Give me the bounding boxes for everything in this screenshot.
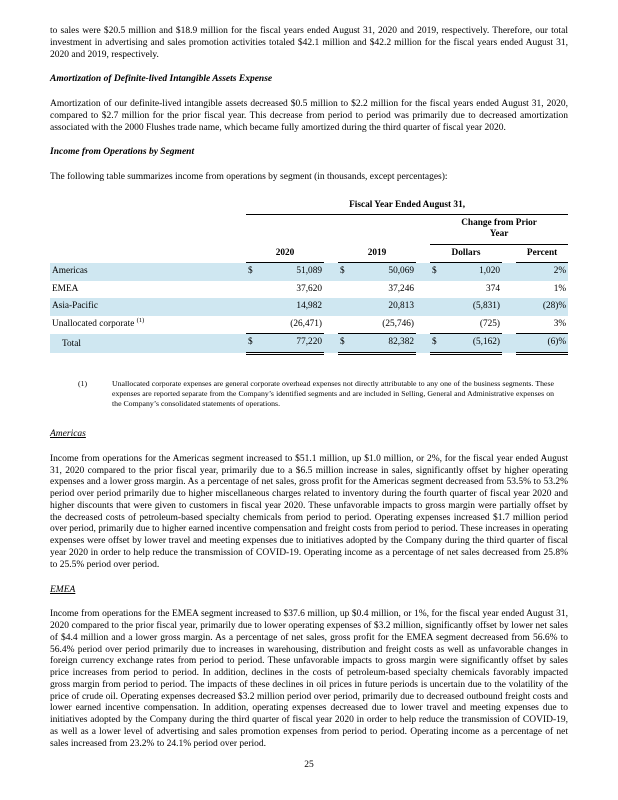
value-2020: 77,220 [260, 334, 324, 354]
emea-paragraph: Income from operations for the EMEA segment increased to $37.6 million, up $0.4 million, or 1%, for the fiscal year ended August 31, 2020 compared to the prior fiscal year, primarily due to lower operating expenses of $3.2 million, significantly offset by lower net sales of $4.4 million and a lower gross margin. As a percentage of net sales, gross profit for the EMEA segment decreased from 56.6% to 56.4% period over period primarily due to increases in warehousing, distribution and freight costs as well as unfavorable changes in foreign currency exchange rates from period to period. These unfavorable impacts to gross margin were significantly offset by sales price increases from period to period. In addition, declines in the costs of petroleum-based specialty chemicals favorably impacted gross margin from period to period. The impacts of these declines in oil prices in future periods is uncertain due to the volatility of the price of crude oil. Operating expenses decreased $3.2 million period over period, primarily due to decreased outbound freight costs and lower earned incentive compensation. In addition, operating expenses decreased due to lower travel and meeting expenses due to initiatives adopted by the Company during the third quarter of fiscal year 2020 in order to help reduce the transmission of COVID-19, as well as a lower level of advertising and sales promotion expenses from period to period. Operating income as a percentage of net sales increased from 23.2% to 24.1% period over period. [50, 609, 568, 749]
currency-symbol: $ [340, 266, 345, 277]
column-spacer [324, 244, 338, 263]
column-header-percent: Percent [516, 244, 568, 263]
currency-symbol [338, 298, 352, 316]
footnote-text: Unallocated corporate expenses are general corporate overhead expenses not directly attributable to any one of the business segments. These expenses are reported separate from the Company’s identified segments and are included in Selling, General and Administrative expenses on the Company’s consolidated statements of operations. [112, 378, 554, 408]
column-spacer [324, 281, 338, 299]
column-spacer [502, 316, 516, 334]
table-row-asia-pacific [50, 298, 568, 316]
value-2020: 14,982 [296, 301, 322, 312]
value-percent: (6)% [516, 334, 568, 354]
value-2019: 50,069 [388, 266, 414, 277]
column-spacer [50, 197, 246, 215]
column-spacer [324, 298, 338, 316]
column-header-dollars: Dollars [430, 244, 502, 263]
value-percent: 2% [553, 266, 567, 277]
segment-income-table [50, 197, 568, 355]
footnote-marker: (1) [78, 378, 88, 388]
row-label-footnote-ref: (1) [136, 317, 145, 325]
value-percent: (28)% [542, 301, 567, 312]
column-spacer [502, 334, 516, 354]
column-spacer [502, 298, 516, 316]
column-spacer [416, 298, 430, 316]
change-header-row [50, 215, 568, 244]
americas-subsection-heading: Americas [50, 429, 86, 440]
value-dollars: 1,020 [479, 266, 500, 277]
value-2020: (26,471) [290, 318, 322, 329]
currency-symbol [246, 316, 260, 334]
segment-intro-text: The following table summarizes income from operations by segment (in thousands, except percentages): [50, 172, 448, 183]
column-header-2020: 2020 [246, 244, 324, 263]
column-spacer [324, 316, 338, 334]
row-label-text: Total [62, 338, 81, 349]
value-2019: 37,246 [388, 283, 414, 294]
value-dollars: (725) [479, 318, 500, 329]
table-row-americas [50, 263, 568, 281]
column-spacer [324, 334, 338, 354]
column-spacer [502, 244, 516, 263]
column-header-row [50, 244, 568, 263]
row-label [50, 316, 246, 334]
currency-symbol [338, 316, 352, 334]
currency-symbol [430, 281, 444, 299]
column-header-2019: 2019 [338, 244, 416, 263]
currency-symbol [338, 281, 352, 299]
segment-section-heading: Income from Operations by Segment [50, 147, 195, 158]
value-percent: 1% [553, 283, 567, 294]
table-row-unallocated-corporate [50, 316, 568, 334]
intro-continuation-paragraph: to sales were $20.5 million and $18.9 million for the fiscal years ended August 31, 2020 and 2019, respectively. Therefore, our total investment in advertising and sales promotion activities totaled $42.1 million and $42.2 million for the fiscal years ended August 31, 2020 and 2019, respectively. [50, 26, 568, 60]
column-spacer [324, 263, 338, 281]
column-spacer [50, 215, 430, 244]
row-label [50, 334, 246, 354]
column-spacer [416, 244, 430, 263]
value-dollars: (5,162) [444, 334, 502, 354]
column-spacer [50, 244, 246, 263]
row-label-text: Unallocated corporate [52, 319, 137, 330]
americas-paragraph: Income from operations for the Americas segment increased to $51.1 million, up $1.0 million, or 2%, for the fiscal year ended August 31, 2020 compared to the prior fiscal year, primarily due to a $6.5 million increase in sales, significantly offset by higher operating expenses and a lower gross margin. As a percentage of net sales, gross profit for the Americas segment decreased from 53.5% to 53.2% period over period primarily due to higher miscellaneous charges related to inventory during the fourth quarter of fiscal year 2020 and higher discounts that were given to customers in fiscal year 2020. These unfavorable impacts to gross margin were partially offset by the decreased costs of petroleum-based specialty chemicals from period to period. Operating expenses increased $1.7 million period over period, primarily due to higher earned incentive compensation and freight costs from period to period. These increases in operating expenses were offset by lower travel and meeting expenses due to initiatives adopted by the Company during the third quarter of fiscal year 2020 in order to help reduce the transmission of COVID-19. Operating income as a percentage of net sales decreased from 25.8% to 25.5% period over period. [50, 453, 568, 570]
table-row-total [50, 334, 568, 354]
value-dollars: (5,831) [472, 301, 500, 312]
value-2019: 20,813 [388, 301, 414, 312]
change-header-label: Change from Prior Year [461, 218, 537, 240]
column-spacer [416, 263, 430, 281]
column-spacer [416, 316, 430, 334]
footnote [78, 379, 554, 409]
page-number: 25 [304, 760, 314, 771]
column-spacer [502, 281, 516, 299]
value-percent: 3% [553, 318, 567, 329]
value-2020: 37,620 [296, 283, 322, 294]
currency-symbol [430, 298, 444, 316]
currency-symbol [430, 316, 444, 334]
amortization-section-heading: Amortization of Definite-lived Intangible Assets Expense [50, 74, 273, 85]
currency-symbol: $ [338, 334, 352, 354]
fiscal-year-header-row [50, 197, 568, 215]
value-2019: 82,382 [352, 334, 416, 354]
row-label [50, 281, 246, 299]
row-label-text: Americas [52, 266, 88, 277]
currency-symbol [246, 298, 260, 316]
value-2019: (25,746) [382, 318, 414, 329]
row-label-text: EMEA [52, 283, 79, 294]
fiscal-year-header: Fiscal Year Ended August 31, [246, 197, 568, 215]
row-label [50, 263, 246, 281]
column-spacer [416, 281, 430, 299]
currency-symbol: $ [430, 334, 444, 354]
row-label-text: Asia-Pacific [52, 301, 98, 312]
row-label [50, 298, 246, 316]
currency-symbol: $ [432, 266, 437, 277]
currency-symbol: $ [246, 334, 260, 354]
column-spacer [502, 263, 516, 281]
amortization-paragraph: Amortization of our definite-lived intangible assets decreased $0.5 million to $2.2 million for the fiscal years ended August 31, 2020, compared to $2.7 million for the prior fiscal year. This decrease from period to period was primarily due to decreased amortization associated with the 2000 Flushes trade name, which became fully amortized during the third quarter of fiscal year 2020. [50, 99, 568, 133]
value-2020: 51,089 [296, 266, 322, 277]
currency-symbol [246, 281, 260, 299]
column-spacer [416, 334, 430, 354]
value-dollars: 374 [486, 283, 500, 294]
change-from-prior-year-header [430, 215, 568, 244]
currency-symbol: $ [248, 266, 253, 277]
table-row-emea [50, 281, 568, 299]
emea-subsection-heading: EMEA [50, 584, 76, 595]
